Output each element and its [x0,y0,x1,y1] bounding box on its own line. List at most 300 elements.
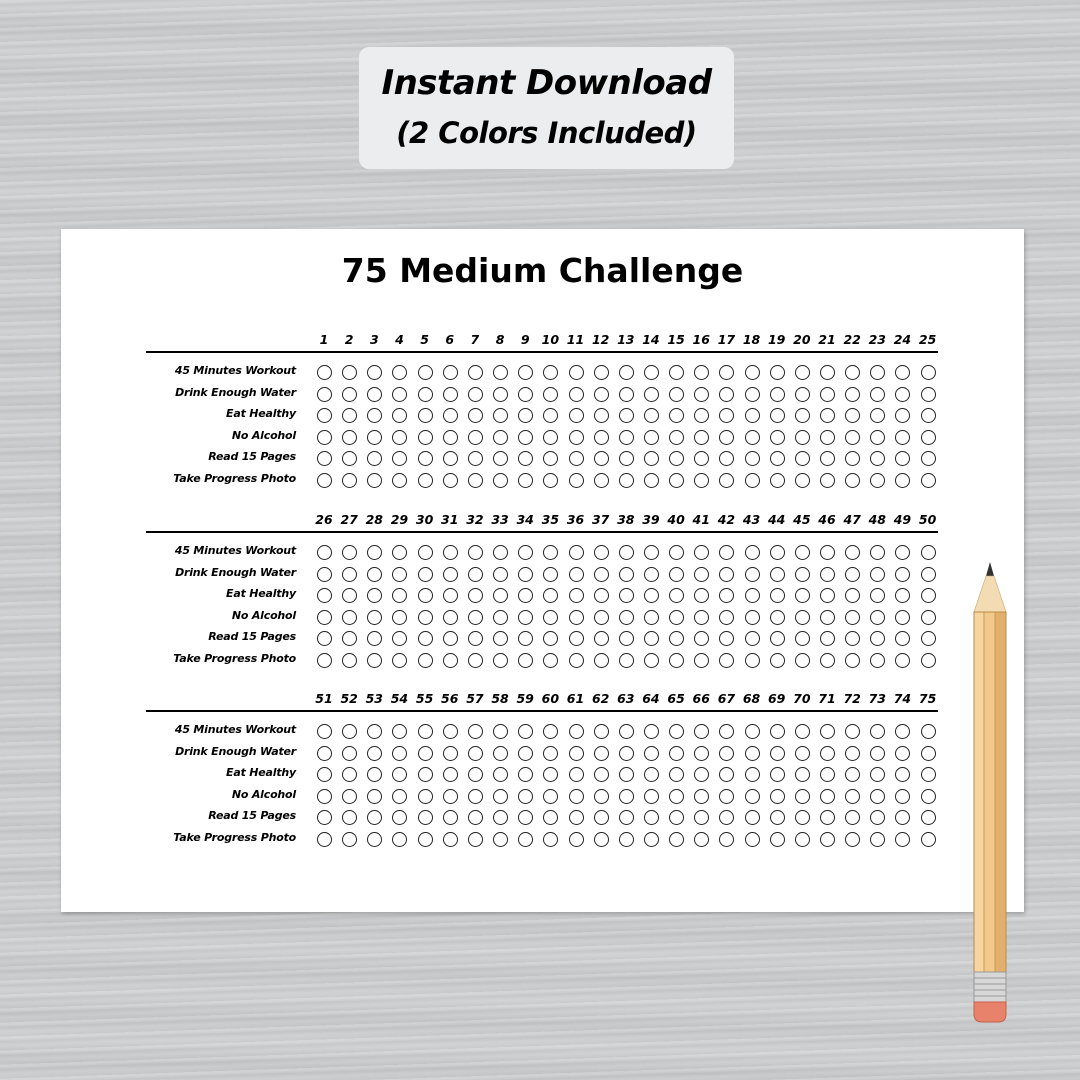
checkbox-circle[interactable] [392,473,407,488]
checkbox-circle[interactable] [669,610,684,625]
checkbox-circle[interactable] [745,767,760,782]
checkbox-circle[interactable] [468,610,483,625]
checkbox-circle[interactable] [694,451,709,466]
checkbox-circle[interactable] [543,653,558,668]
checkbox-circle[interactable] [870,767,885,782]
checkbox-circle[interactable] [895,724,910,739]
checkbox-circle[interactable] [543,387,558,402]
checkbox-circle[interactable] [493,451,508,466]
checkbox-circle[interactable] [719,430,734,445]
checkbox-circle[interactable] [745,545,760,560]
checkbox-circle[interactable] [543,746,558,761]
checkbox-circle[interactable] [317,567,332,582]
checkbox-circle[interactable] [418,789,433,804]
checkbox-circle[interactable] [719,746,734,761]
checkbox-circle[interactable] [845,588,860,603]
checkbox-circle[interactable] [870,473,885,488]
checkbox-circle[interactable] [317,451,332,466]
checkbox-circle[interactable] [493,810,508,825]
checkbox-circle[interactable] [317,610,332,625]
checkbox-circle[interactable] [795,567,810,582]
checkbox-circle[interactable] [594,545,609,560]
checkbox-circle[interactable] [418,408,433,423]
checkbox-circle[interactable] [921,567,936,582]
checkbox-circle[interactable] [895,810,910,825]
checkbox-circle[interactable] [644,545,659,560]
checkbox-circle[interactable] [392,610,407,625]
checkbox-circle[interactable] [644,473,659,488]
checkbox-circle[interactable] [493,631,508,646]
checkbox-circle[interactable] [845,653,860,668]
checkbox-circle[interactable] [342,567,357,582]
checkbox-circle[interactable] [619,832,634,847]
checkbox-circle[interactable] [342,789,357,804]
checkbox-circle[interactable] [569,430,584,445]
checkbox-circle[interactable] [644,810,659,825]
checkbox-circle[interactable] [921,653,936,668]
checkbox-circle[interactable] [845,746,860,761]
checkbox-circle[interactable] [392,832,407,847]
checkbox-circle[interactable] [342,588,357,603]
checkbox-circle[interactable] [795,473,810,488]
checkbox-circle[interactable] [317,724,332,739]
checkbox-circle[interactable] [820,588,835,603]
checkbox-circle[interactable] [745,610,760,625]
checkbox-circle[interactable] [443,545,458,560]
checkbox-circle[interactable] [719,767,734,782]
checkbox-circle[interactable] [569,473,584,488]
checkbox-circle[interactable] [895,430,910,445]
checkbox-circle[interactable] [795,832,810,847]
checkbox-circle[interactable] [594,610,609,625]
checkbox-circle[interactable] [342,724,357,739]
checkbox-circle[interactable] [770,631,785,646]
checkbox-circle[interactable] [392,653,407,668]
checkbox-circle[interactable] [392,567,407,582]
checkbox-circle[interactable] [594,631,609,646]
checkbox-circle[interactable] [418,653,433,668]
checkbox-circle[interactable] [694,567,709,582]
checkbox-circle[interactable] [518,588,533,603]
checkbox-circle[interactable] [569,832,584,847]
checkbox-circle[interactable] [468,810,483,825]
checkbox-circle[interactable] [367,365,382,380]
checkbox-circle[interactable] [895,588,910,603]
checkbox-circle[interactable] [619,746,634,761]
checkbox-circle[interactable] [392,408,407,423]
checkbox-circle[interactable] [770,810,785,825]
checkbox-circle[interactable] [644,588,659,603]
checkbox-circle[interactable] [644,365,659,380]
checkbox-circle[interactable] [367,767,382,782]
checkbox-circle[interactable] [543,631,558,646]
checkbox-circle[interactable] [493,545,508,560]
checkbox-circle[interactable] [569,767,584,782]
checkbox-circle[interactable] [543,545,558,560]
checkbox-circle[interactable] [644,430,659,445]
checkbox-circle[interactable] [317,430,332,445]
checkbox-circle[interactable] [493,767,508,782]
checkbox-circle[interactable] [895,746,910,761]
checkbox-circle[interactable] [317,810,332,825]
checkbox-circle[interactable] [342,610,357,625]
checkbox-circle[interactable] [367,567,382,582]
checkbox-circle[interactable] [594,832,609,847]
checkbox-circle[interactable] [770,832,785,847]
checkbox-circle[interactable] [468,387,483,402]
checkbox-circle[interactable] [795,387,810,402]
checkbox-circle[interactable] [745,473,760,488]
checkbox-circle[interactable] [745,408,760,423]
checkbox-circle[interactable] [820,365,835,380]
checkbox-circle[interactable] [594,746,609,761]
checkbox-circle[interactable] [392,767,407,782]
checkbox-circle[interactable] [795,653,810,668]
checkbox-circle[interactable] [795,767,810,782]
checkbox-circle[interactable] [594,567,609,582]
checkbox-circle[interactable] [870,451,885,466]
checkbox-circle[interactable] [493,567,508,582]
checkbox-circle[interactable] [392,365,407,380]
checkbox-circle[interactable] [770,653,785,668]
checkbox-circle[interactable] [694,408,709,423]
checkbox-circle[interactable] [745,746,760,761]
checkbox-circle[interactable] [543,810,558,825]
checkbox-circle[interactable] [669,430,684,445]
checkbox-circle[interactable] [770,451,785,466]
checkbox-circle[interactable] [518,545,533,560]
checkbox-circle[interactable] [845,767,860,782]
checkbox-circle[interactable] [669,724,684,739]
checkbox-circle[interactable] [619,810,634,825]
checkbox-circle[interactable] [367,810,382,825]
checkbox-circle[interactable] [468,832,483,847]
checkbox-circle[interactable] [518,408,533,423]
checkbox-circle[interactable] [870,610,885,625]
checkbox-circle[interactable] [594,653,609,668]
checkbox-circle[interactable] [795,545,810,560]
checkbox-circle[interactable] [569,451,584,466]
checkbox-circle[interactable] [443,810,458,825]
checkbox-circle[interactable] [870,746,885,761]
checkbox-circle[interactable] [317,545,332,560]
checkbox-circle[interactable] [493,387,508,402]
checkbox-circle[interactable] [443,653,458,668]
checkbox-circle[interactable] [468,724,483,739]
checkbox-circle[interactable] [770,746,785,761]
checkbox-circle[interactable] [518,810,533,825]
checkbox-circle[interactable] [820,473,835,488]
checkbox-circle[interactable] [543,724,558,739]
checkbox-circle[interactable] [493,473,508,488]
checkbox-circle[interactable] [669,631,684,646]
checkbox-circle[interactable] [342,767,357,782]
checkbox-circle[interactable] [719,631,734,646]
checkbox-circle[interactable] [694,832,709,847]
checkbox-circle[interactable] [745,588,760,603]
checkbox-circle[interactable] [719,610,734,625]
checkbox-circle[interactable] [719,387,734,402]
checkbox-circle[interactable] [468,746,483,761]
checkbox-circle[interactable] [694,387,709,402]
checkbox-circle[interactable] [342,832,357,847]
checkbox-circle[interactable] [669,365,684,380]
checkbox-circle[interactable] [392,810,407,825]
checkbox-circle[interactable] [694,724,709,739]
checkbox-circle[interactable] [418,430,433,445]
checkbox-circle[interactable] [569,746,584,761]
checkbox-circle[interactable] [543,588,558,603]
checkbox-circle[interactable] [870,387,885,402]
checkbox-circle[interactable] [770,365,785,380]
checkbox-circle[interactable] [493,789,508,804]
checkbox-circle[interactable] [921,588,936,603]
checkbox-circle[interactable] [820,810,835,825]
checkbox-circle[interactable] [770,789,785,804]
checkbox-circle[interactable] [594,588,609,603]
checkbox-circle[interactable] [895,767,910,782]
checkbox-circle[interactable] [694,610,709,625]
checkbox-circle[interactable] [644,408,659,423]
checkbox-circle[interactable] [493,430,508,445]
checkbox-circle[interactable] [569,810,584,825]
checkbox-circle[interactable] [443,588,458,603]
checkbox-circle[interactable] [418,588,433,603]
checkbox-circle[interactable] [895,789,910,804]
checkbox-circle[interactable] [443,746,458,761]
checkbox-circle[interactable] [870,724,885,739]
checkbox-circle[interactable] [921,408,936,423]
checkbox-circle[interactable] [870,408,885,423]
checkbox-circle[interactable] [619,365,634,380]
checkbox-circle[interactable] [342,810,357,825]
checkbox-circle[interactable] [921,451,936,466]
checkbox-circle[interactable] [820,653,835,668]
checkbox-circle[interactable] [367,746,382,761]
checkbox-circle[interactable] [342,451,357,466]
checkbox-circle[interactable] [845,365,860,380]
checkbox-circle[interactable] [820,610,835,625]
checkbox-circle[interactable] [569,365,584,380]
checkbox-circle[interactable] [870,653,885,668]
checkbox-circle[interactable] [518,451,533,466]
checkbox-circle[interactable] [594,365,609,380]
checkbox-circle[interactable] [895,610,910,625]
checkbox-circle[interactable] [770,588,785,603]
checkbox-circle[interactable] [543,451,558,466]
checkbox-circle[interactable] [367,387,382,402]
checkbox-circle[interactable] [317,408,332,423]
checkbox-circle[interactable] [594,724,609,739]
checkbox-circle[interactable] [342,430,357,445]
checkbox-circle[interactable] [569,567,584,582]
checkbox-circle[interactable] [518,430,533,445]
checkbox-circle[interactable] [845,631,860,646]
checkbox-circle[interactable] [820,767,835,782]
checkbox-circle[interactable] [392,724,407,739]
checkbox-circle[interactable] [820,451,835,466]
checkbox-circle[interactable] [745,365,760,380]
checkbox-circle[interactable] [745,451,760,466]
checkbox-circle[interactable] [719,832,734,847]
checkbox-circle[interactable] [795,724,810,739]
checkbox-circle[interactable] [770,430,785,445]
checkbox-circle[interactable] [443,473,458,488]
checkbox-circle[interactable] [619,567,634,582]
checkbox-circle[interactable] [745,832,760,847]
checkbox-circle[interactable] [468,451,483,466]
checkbox-circle[interactable] [619,724,634,739]
checkbox-circle[interactable] [468,430,483,445]
checkbox-circle[interactable] [694,789,709,804]
checkbox-circle[interactable] [594,789,609,804]
checkbox-circle[interactable] [795,451,810,466]
checkbox-circle[interactable] [719,724,734,739]
checkbox-circle[interactable] [342,365,357,380]
checkbox-circle[interactable] [569,588,584,603]
checkbox-circle[interactable] [392,545,407,560]
checkbox-circle[interactable] [820,832,835,847]
checkbox-circle[interactable] [895,567,910,582]
checkbox-circle[interactable] [820,724,835,739]
checkbox-circle[interactable] [342,473,357,488]
checkbox-circle[interactable] [870,545,885,560]
checkbox-circle[interactable] [594,767,609,782]
checkbox-circle[interactable] [518,567,533,582]
checkbox-circle[interactable] [669,588,684,603]
checkbox-circle[interactable] [443,430,458,445]
checkbox-circle[interactable] [719,408,734,423]
checkbox-circle[interactable] [443,451,458,466]
checkbox-circle[interactable] [619,545,634,560]
checkbox-circle[interactable] [317,473,332,488]
checkbox-circle[interactable] [518,387,533,402]
checkbox-circle[interactable] [895,408,910,423]
checkbox-circle[interactable] [845,724,860,739]
checkbox-circle[interactable] [317,365,332,380]
checkbox-circle[interactable] [468,767,483,782]
checkbox-circle[interactable] [569,545,584,560]
checkbox-circle[interactable] [367,789,382,804]
checkbox-circle[interactable] [669,810,684,825]
checkbox-circle[interactable] [594,810,609,825]
checkbox-circle[interactable] [895,473,910,488]
checkbox-circle[interactable] [493,610,508,625]
checkbox-circle[interactable] [921,810,936,825]
checkbox-circle[interactable] [418,451,433,466]
checkbox-circle[interactable] [745,810,760,825]
checkbox-circle[interactable] [392,451,407,466]
checkbox-circle[interactable] [493,724,508,739]
checkbox-circle[interactable] [418,767,433,782]
checkbox-circle[interactable] [669,473,684,488]
checkbox-circle[interactable] [543,767,558,782]
checkbox-circle[interactable] [820,789,835,804]
checkbox-circle[interactable] [342,746,357,761]
checkbox-circle[interactable] [418,365,433,380]
checkbox-circle[interactable] [543,430,558,445]
checkbox-circle[interactable] [594,408,609,423]
checkbox-circle[interactable] [518,365,533,380]
checkbox-circle[interactable] [619,473,634,488]
checkbox-circle[interactable] [895,365,910,380]
checkbox-circle[interactable] [845,610,860,625]
checkbox-circle[interactable] [694,473,709,488]
checkbox-circle[interactable] [543,832,558,847]
checkbox-circle[interactable] [895,832,910,847]
checkbox-circle[interactable] [770,567,785,582]
checkbox-circle[interactable] [845,430,860,445]
checkbox-circle[interactable] [669,408,684,423]
checkbox-circle[interactable] [870,789,885,804]
checkbox-circle[interactable] [569,631,584,646]
checkbox-circle[interactable] [619,408,634,423]
checkbox-circle[interactable] [770,387,785,402]
checkbox-circle[interactable] [468,631,483,646]
checkbox-circle[interactable] [418,387,433,402]
checkbox-circle[interactable] [644,387,659,402]
checkbox-circle[interactable] [317,746,332,761]
checkbox-circle[interactable] [518,473,533,488]
checkbox-circle[interactable] [619,430,634,445]
checkbox-circle[interactable] [770,767,785,782]
checkbox-circle[interactable] [569,610,584,625]
checkbox-circle[interactable] [669,567,684,582]
checkbox-circle[interactable] [795,631,810,646]
checkbox-circle[interactable] [669,387,684,402]
checkbox-circle[interactable] [367,451,382,466]
checkbox-circle[interactable] [921,473,936,488]
checkbox-circle[interactable] [493,365,508,380]
checkbox-circle[interactable] [518,653,533,668]
checkbox-circle[interactable] [569,789,584,804]
checkbox-circle[interactable] [745,653,760,668]
checkbox-circle[interactable] [694,653,709,668]
checkbox-circle[interactable] [619,767,634,782]
checkbox-circle[interactable] [468,567,483,582]
checkbox-circle[interactable] [669,789,684,804]
checkbox-circle[interactable] [870,588,885,603]
checkbox-circle[interactable] [443,832,458,847]
checkbox-circle[interactable] [443,387,458,402]
checkbox-circle[interactable] [443,365,458,380]
checkbox-circle[interactable] [669,545,684,560]
checkbox-circle[interactable] [719,567,734,582]
checkbox-circle[interactable] [367,545,382,560]
checkbox-circle[interactable] [317,588,332,603]
checkbox-circle[interactable] [921,610,936,625]
checkbox-circle[interactable] [493,832,508,847]
checkbox-circle[interactable] [921,430,936,445]
checkbox-circle[interactable] [921,387,936,402]
checkbox-circle[interactable] [795,430,810,445]
checkbox-circle[interactable] [367,653,382,668]
checkbox-circle[interactable] [644,653,659,668]
checkbox-circle[interactable] [543,365,558,380]
checkbox-circle[interactable] [719,473,734,488]
checkbox-circle[interactable] [669,767,684,782]
checkbox-circle[interactable] [795,789,810,804]
checkbox-circle[interactable] [820,408,835,423]
checkbox-circle[interactable] [619,451,634,466]
checkbox-circle[interactable] [367,430,382,445]
checkbox-circle[interactable] [770,545,785,560]
checkbox-circle[interactable] [317,653,332,668]
checkbox-circle[interactable] [845,832,860,847]
checkbox-circle[interactable] [543,610,558,625]
checkbox-circle[interactable] [518,610,533,625]
checkbox-circle[interactable] [418,473,433,488]
